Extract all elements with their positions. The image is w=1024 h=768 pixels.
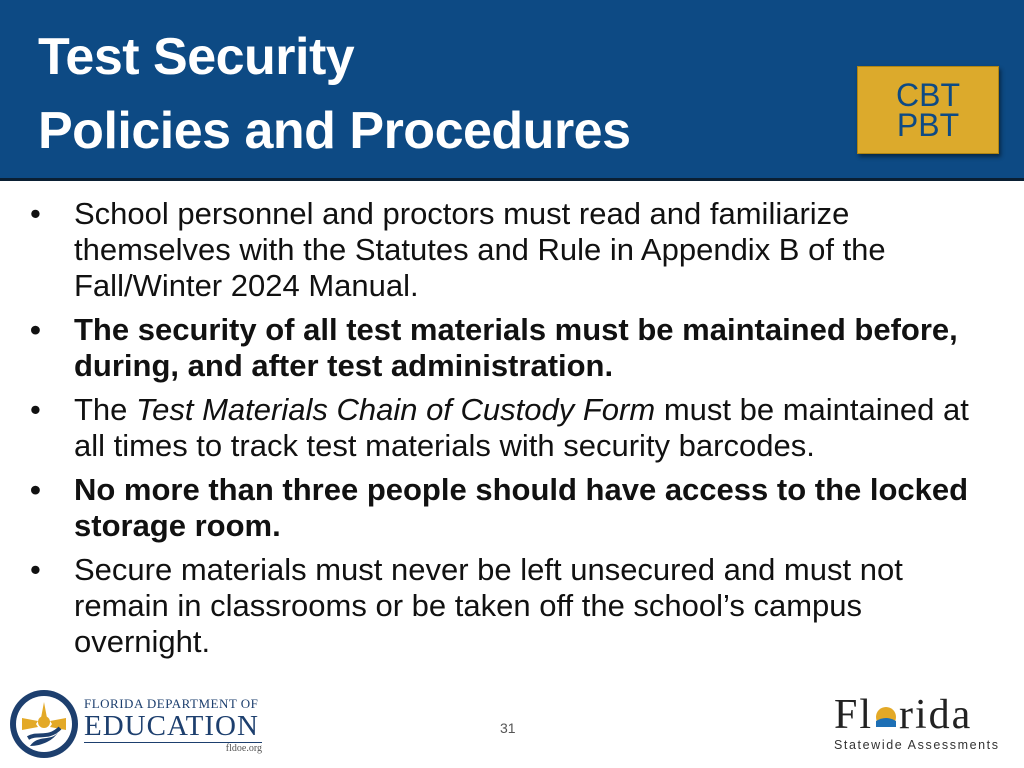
- florida-word-end: rida: [899, 692, 973, 738]
- bullet-marker: •: [30, 196, 41, 231]
- bullet-item: [30, 392, 1000, 464]
- badge-cbt: CBT: [896, 77, 960, 113]
- bullet-marker: •: [30, 472, 41, 507]
- bullet-list: [30, 196, 1000, 668]
- bullet-text: Secure materials must never be left unsecured and must not remain in classrooms or be taken off the school’s campus overnight.: [74, 552, 903, 659]
- bullet-item: [30, 312, 1000, 384]
- title-line-2: Policies and Procedures: [38, 102, 631, 160]
- florida-subtitle: Statewide Assessments: [834, 738, 1000, 752]
- title-line-1: Test Security: [38, 28, 355, 86]
- florida-assessments-logo: [834, 694, 999, 752]
- bullet-text: School personnel and proctors must read and familiarize themselves with the Statutes and Rule in Appendix B of the Fall/Winter 2024 Manual.: [74, 196, 886, 303]
- bullet-text-post: must be maintained at all times to track test materials with security barcodes.: [74, 392, 969, 463]
- fdoe-seal-icon: [8, 688, 80, 760]
- bullet-marker: •: [30, 552, 41, 587]
- bullet-marker: •: [30, 312, 41, 347]
- bullet-item: [30, 472, 1000, 544]
- bullet-marker: •: [30, 392, 41, 427]
- page-number: 31: [500, 720, 516, 736]
- form-name: Test Materials Chain of Custody Form: [136, 392, 656, 427]
- bullet-text: No more than three people should have access to the locked storage room.: [74, 472, 969, 543]
- fdoe-logo: [8, 688, 263, 760]
- slide-header: [0, 0, 1024, 181]
- slide-title: [38, 20, 631, 168]
- fdoe-wordmark: [84, 696, 262, 754]
- badge-pbt: PBT: [896, 107, 960, 143]
- florida-word-start: Fl: [834, 692, 874, 738]
- fdoe-line-1: FLORIDA DEPARTMENT OF: [84, 696, 259, 711]
- bullet-item: [30, 552, 1000, 660]
- fdoe-line-2: EDUCATION: [84, 710, 259, 742]
- bullet-text-pre: The: [74, 392, 137, 427]
- bullet-item: [30, 196, 1000, 304]
- test-mode-badge: [857, 66, 999, 154]
- fdoe-url: fldoe.org: [84, 742, 262, 754]
- florida-sun-icon: [873, 702, 899, 730]
- bullet-text: The security of all test materials must be maintained before, during, and after test administration.: [74, 312, 958, 383]
- florida-wordmark: [834, 694, 999, 736]
